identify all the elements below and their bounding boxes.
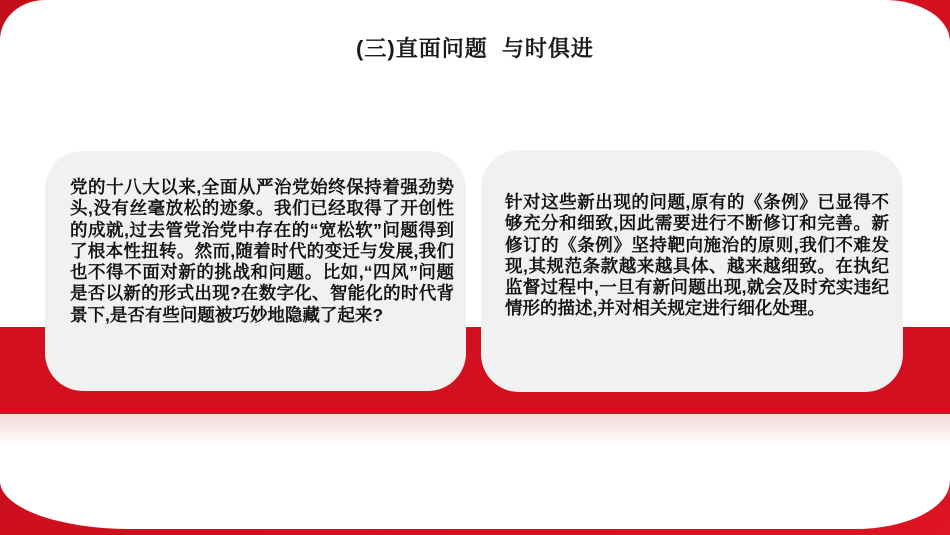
bottom-panel: [0, 414, 950, 529]
slide-title: (三)直面问题 与时俱进: [356, 36, 594, 61]
right-card-text: 针对这些新出现的问题,原有的《条例》已显得不够充分和细致,因此需要进行不断修订和完善。新修订的《条例》坚持靶向施治的原则,我们不难发现,其规范条款越来越具体、越来越细致。在执纪监督过程中,一旦有新问题出现,就会及时充实违纪情形的描述,并对相关规定进行细化处理。: [505, 192, 889, 319]
right-content-card: [481, 150, 903, 392]
left-card-text: 党的十八大以来,全面从严治党始终保持着强劲势头,没有丝毫放松的迹象。我们已经取得了开创性的成就,过去管党治党中存在的“宽松软”问题得到了根本性扭转。然而,随着时代的变迁与发展,我们也不得不面对新的挑战和问题。比如,“四风”问题是否以新的形式出现?在数字化、智能化的时代背景下,是否有些问题被巧妙地隐藏了起来?: [70, 177, 454, 325]
left-content-card: [45, 151, 466, 391]
